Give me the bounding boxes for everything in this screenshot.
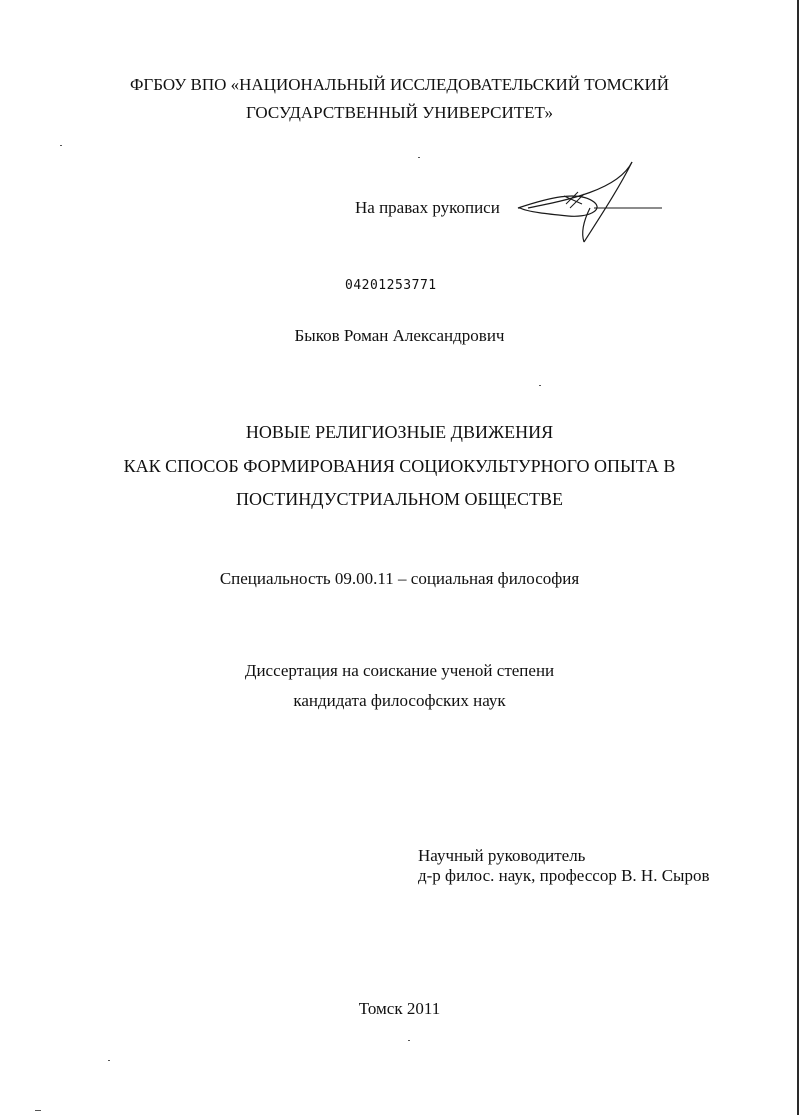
scan-speck [418,157,420,158]
dissertation-title-line-2: КАК СПОСОБ ФОРМИРОВАНИЯ СОЦИОКУЛЬТУРНОГО ОПЫТА В [123,456,676,476]
scan-speck [408,1040,410,1041]
place-year: Томск 2011 [358,999,441,1018]
specialty: Специальность 09.00.11 – социальная философия [219,569,580,588]
author-name: Быков Роман Александрович [294,326,505,345]
institution-line-2: ГОСУДАРСТВЕННЫЙ УНИВЕРСИТЕТ» [245,103,553,122]
degree-line-1: Диссертация на соискание ученой степени [244,661,555,680]
dissertation-title-line-3: ПОСТИНДУСТРИАЛЬНОМ ОБЩЕСТВЕ [235,489,563,509]
registration-number: 04201253771 [345,278,437,293]
supervisor-name: д-р филос. наук, профессор В. Н. Сыров [418,866,710,885]
supervisor-label: Научный руководитель [418,846,586,865]
signature-image [508,150,670,250]
scan-speck [60,145,62,146]
scan-speck [35,1110,41,1111]
manuscript-note: На правах рукописи [355,198,500,217]
scan-speck [108,1060,110,1061]
degree-line-2: кандидата философских наук [293,691,506,710]
scan-speck [539,385,541,386]
institution-line-1: ФГБОУ ВПО «НАЦИОНАЛЬНЫЙ ИССЛЕДОВАТЕЛЬСКИЙ ТОМСКИЙ [129,75,670,94]
dissertation-title-line-1: НОВЫЕ РЕЛИГИОЗНЫЕ ДВИЖЕНИЯ [245,422,554,442]
